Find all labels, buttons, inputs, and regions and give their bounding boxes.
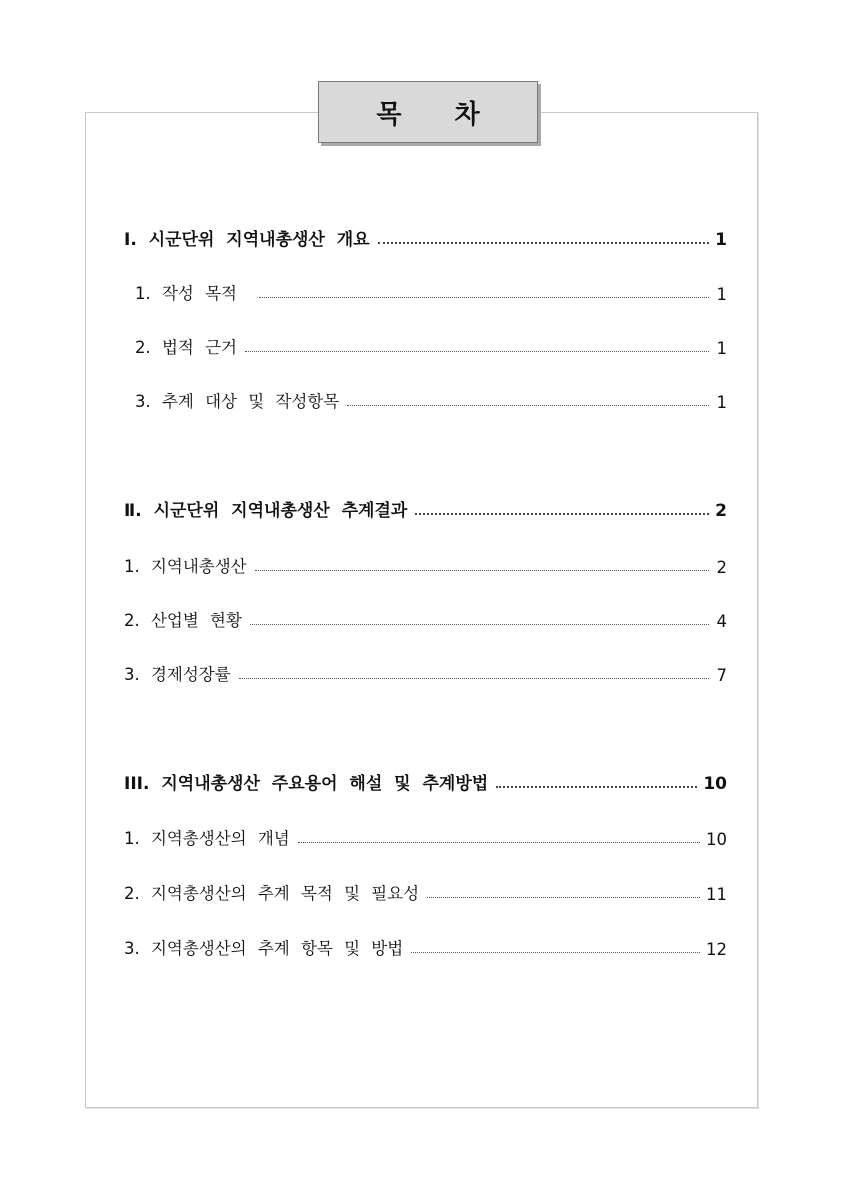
- toc-page-number: 1: [716, 393, 727, 412]
- toc-item[interactable]: [124, 821, 727, 849]
- toc-page-number: 12: [706, 940, 727, 959]
- toc-item[interactable]: [135, 384, 727, 412]
- toc-page-number: 2: [715, 501, 727, 521]
- toc-item-label: 3. 경제성장률: [124, 665, 231, 684]
- toc-page-number: 10: [706, 830, 727, 849]
- toc-item[interactable]: [124, 657, 727, 685]
- dot-leader: [496, 786, 697, 788]
- toc-item-label: 1. 작성 목적: [135, 284, 237, 303]
- toc-item-label: 2. 지역총생산의 추계 목적 및 필요성: [124, 884, 420, 903]
- toc-section-1[interactable]: [124, 222, 727, 250]
- toc-page-number: 1: [715, 230, 727, 250]
- toc-item-label: 1. 지역내총생산: [124, 557, 247, 576]
- toc-section-label: I. 시군단위 지역내총생산 개요: [124, 230, 370, 250]
- toc-section-3[interactable]: [124, 766, 727, 794]
- toc-item-label: 2. 법적 근거: [135, 338, 237, 357]
- dot-leader: [250, 624, 709, 625]
- toc-page-number: 1: [716, 285, 727, 304]
- toc-item-label: 3. 지역총생산의 추계 항목 및 방법: [124, 939, 404, 958]
- dot-leader: [245, 351, 709, 352]
- toc-page-number: 7: [716, 666, 727, 685]
- toc-page-number: 4: [716, 612, 727, 631]
- toc-page-number: 2: [716, 558, 727, 577]
- toc-item[interactable]: [135, 276, 727, 304]
- toc-page-number: 1: [716, 339, 727, 358]
- dot-leader: [298, 842, 700, 843]
- dot-leader: [259, 297, 709, 298]
- dot-leader: [239, 678, 709, 679]
- dot-leader: [378, 242, 709, 244]
- toc-title: 목 차: [318, 81, 538, 143]
- toc-item[interactable]: [124, 549, 727, 577]
- dot-leader: [255, 570, 709, 571]
- dot-leader: [347, 405, 709, 406]
- dot-leader: [415, 513, 709, 515]
- toc-item[interactable]: [124, 876, 727, 904]
- toc-item[interactable]: [124, 931, 727, 959]
- toc-section-2[interactable]: [124, 493, 727, 521]
- toc-item-label: 2. 산업별 현황: [124, 611, 242, 630]
- dot-leader: [411, 952, 700, 953]
- toc-item-label: 3. 추계 대상 및 작성항목: [135, 392, 340, 411]
- toc-page-number: 10: [703, 774, 727, 794]
- toc-page-number: 11: [706, 885, 727, 904]
- toc-item[interactable]: [124, 603, 727, 631]
- dot-leader: [427, 897, 700, 898]
- toc-item[interactable]: [135, 330, 727, 358]
- toc-section-label: Ⅱ. 시군단위 지역내총생산 추계결과: [124, 501, 408, 521]
- toc-section-label: III. 지역내총생산 주요용어 해설 및 추계방법: [124, 774, 489, 794]
- toc-item-label: 1. 지역총생산의 개념: [124, 829, 290, 848]
